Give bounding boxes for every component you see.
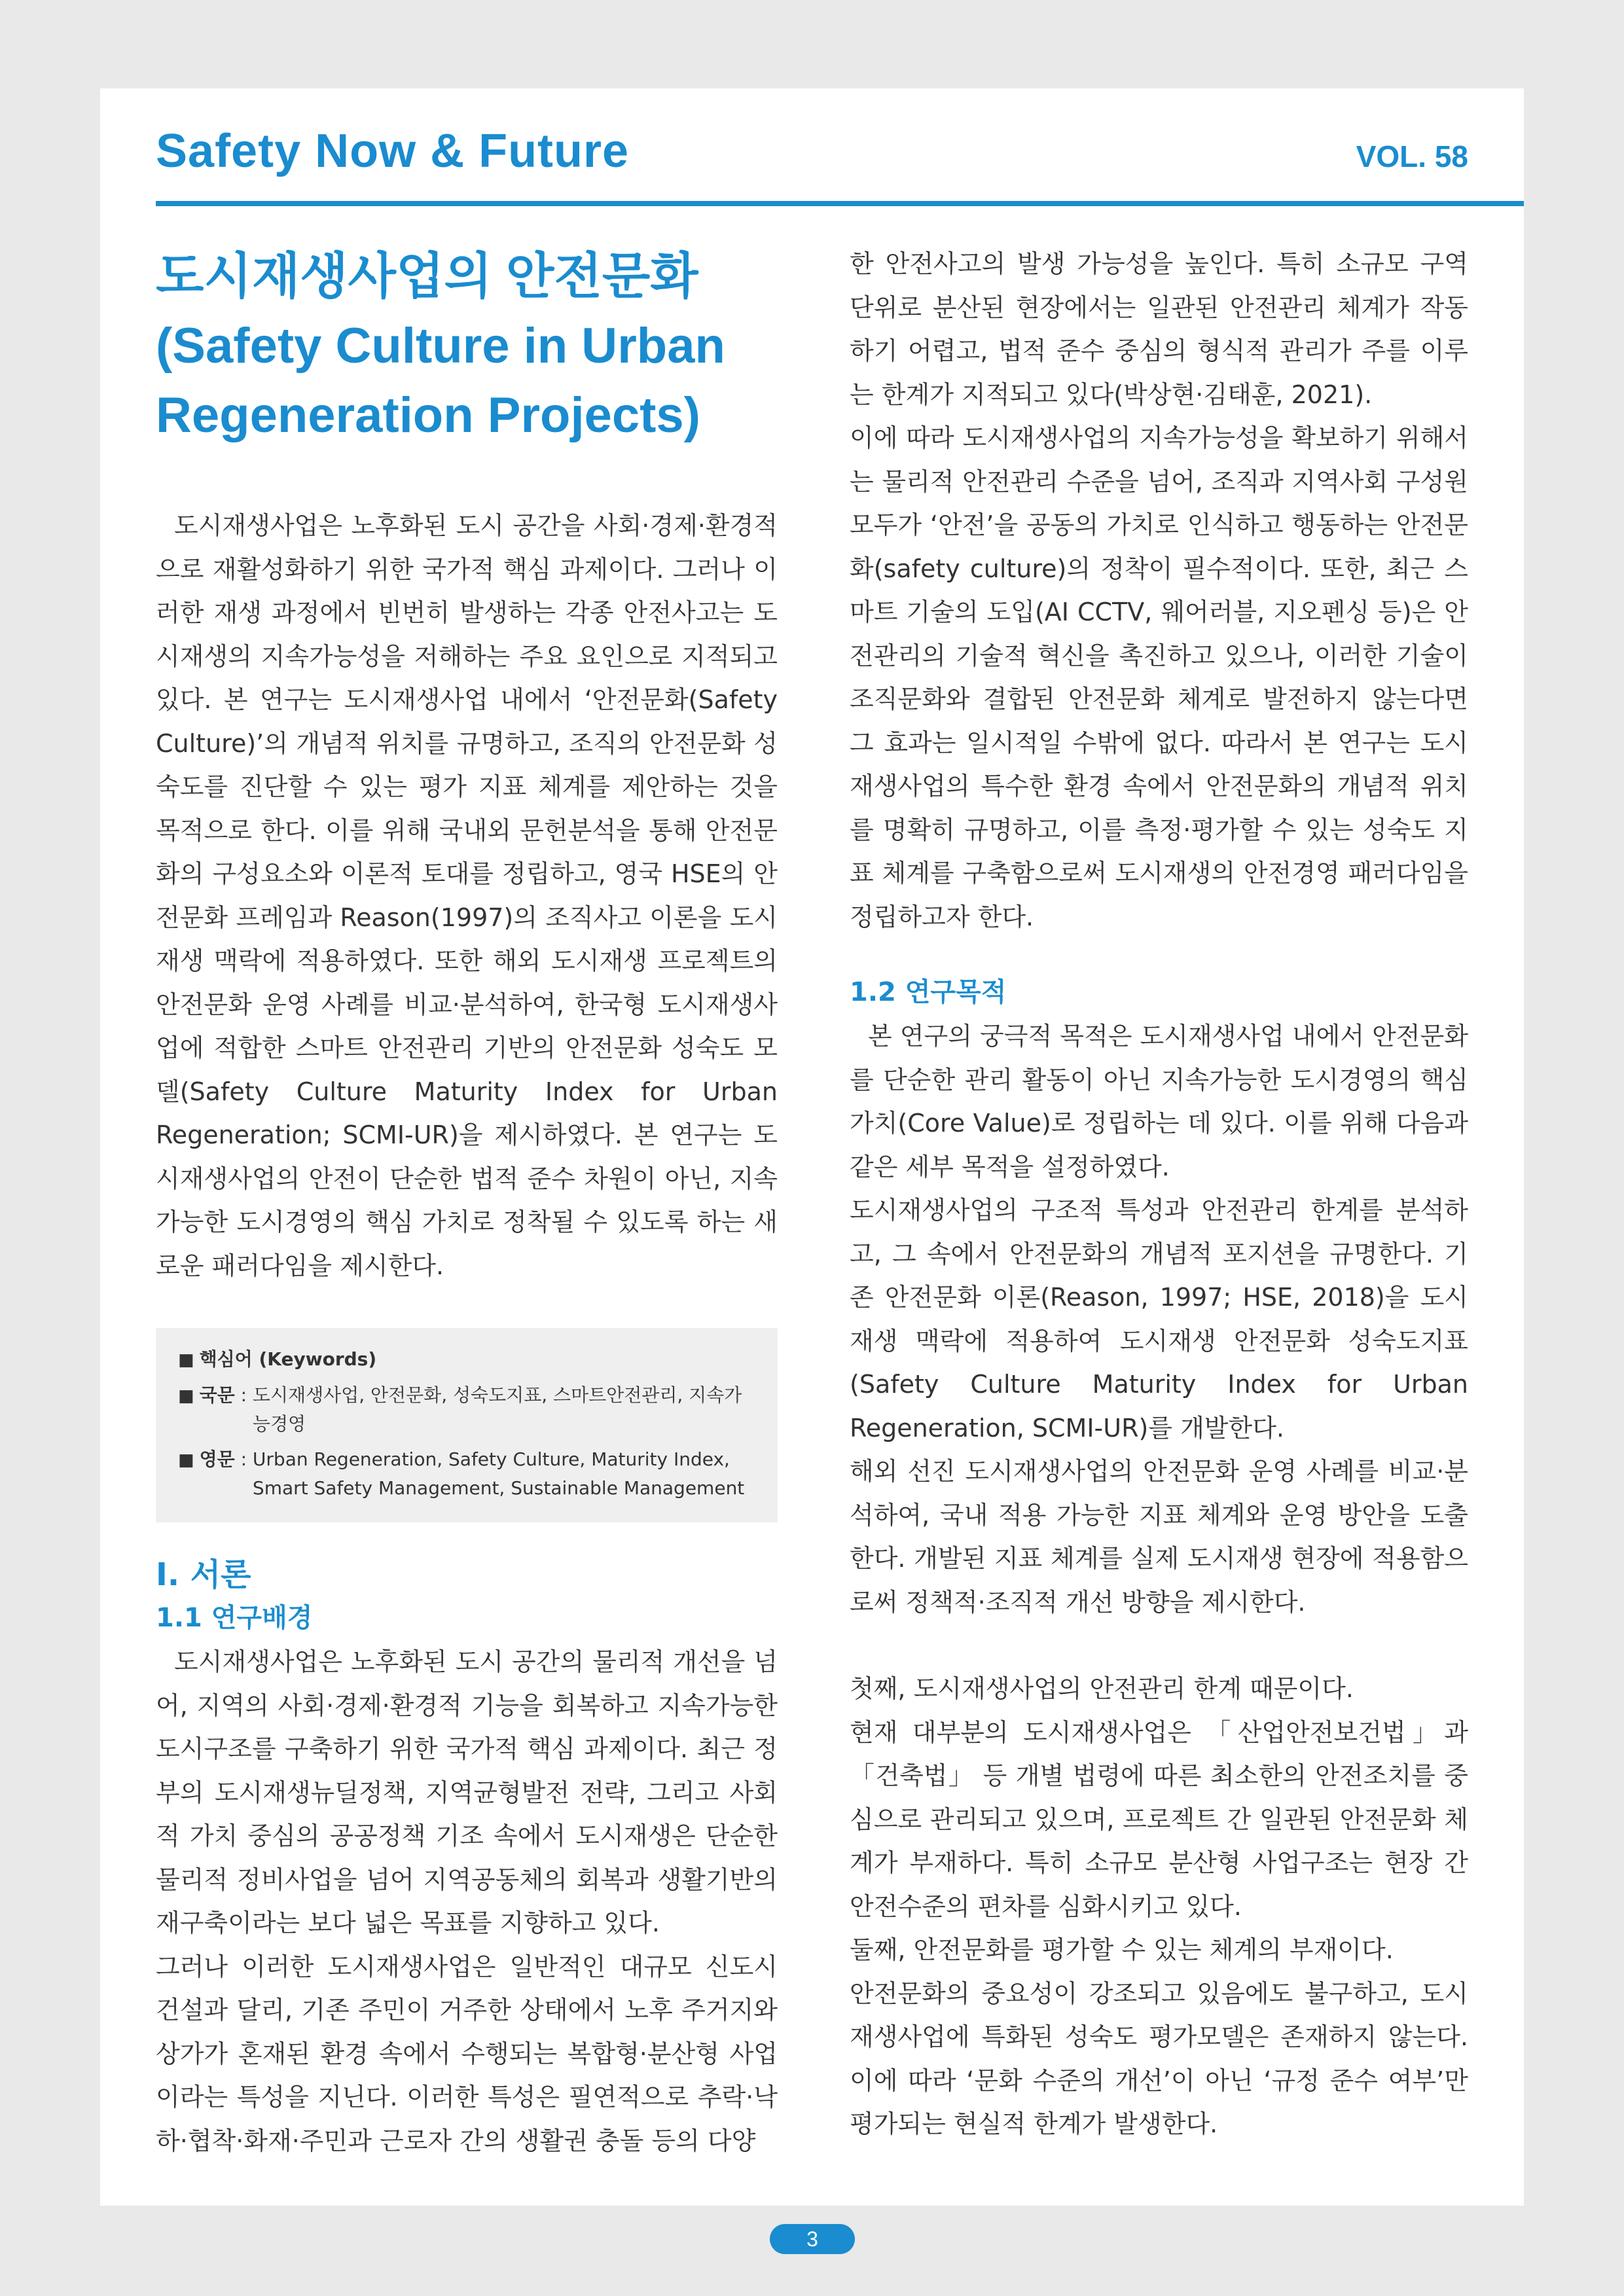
keywords-separator: :	[234, 1448, 253, 1470]
keywords-english-label: ■ 영문	[178, 1448, 235, 1470]
keywords-english: Urban Regeneration, Safety Culture, Maturity Index, Smart Safety Management, Sustainable Management	[252, 1448, 745, 1499]
body-paragraph: 안전문화의 중요성이 강조되고 있음에도 불구하고, 도시재생사업에 특화된 성숙도 평가모델은 존재하지 않는다. 이에 따라 ‘문화 수준의 개선’이 아닌 ‘규정 준수 여부’만 평가되는 현실적 한계가 발생한다.	[850, 1979, 1468, 2138]
body-paragraph: 현재 대부분의 도시재생사업은 「산업안전보건법」과 「건축법」 등 개별 법령에 따른 최소한의 안전조치를 중심으로 관리되고 있으며, 프로젝트 간 일관된 안전문화 체계가 부재하다. 특히 소규모 분산형 사업구조는 현장 간 안전수준의 편차를 심화시키고 있다.	[850, 1717, 1468, 1921]
body-paragraph: 한 안전사고의 발생 가능성을 높인다. 특히 소규모 구역 단위로 분산된 현장에서는 일관된 안전관리 체계가 작동하기 어렵고, 법적 준수 중심의 형식적 관리가 주를 이루는 한계가 지적되고 있다(박상현·김태훈, 2021).	[850, 249, 1468, 409]
keywords-separator: :	[234, 1384, 253, 1406]
subsection-heading: 1.2 연구목적	[850, 977, 1007, 1007]
article-title: 도시재생사업의 안전문화 (Safety Culture in Urban Regeneration Projects)	[156, 249, 725, 443]
body-paragraph: 도시재생사업의 구조적 특성과 안전관리 한계를 분석하고, 그 속에서 안전문화의 개념적 포지션을 규명한다. 기존 안전문화 이론(Reason, 1997; HSE, 2018)을 도시재생 맥락에 적용하여 도시재생 안전문화 성숙도지표(Safety Culture Maturity Index for Urban Regeneration, SCMI-UR)를 개발한다.	[850, 1196, 1468, 1443]
keywords-english-row	[178, 1445, 755, 1503]
keywords-korean-label: ■ 국문	[178, 1384, 235, 1406]
reason-second-line: 둘째, 안전문화를 평가할 수 있는 체계의 부재이다.	[850, 1935, 1394, 1964]
body-paragraph: 본 연구의 궁극적 목적은 도시재생사업 내에서 안전문화를 단순한 관리 활동이 아닌 지속가능한 도시경영의 핵심 가치(Core Value)로 정립하는 데 있다. 이를 위해 다음과 같은 세부 목적을 설정하였다.	[850, 1022, 1468, 1181]
left-column	[156, 242, 778, 2162]
volume-number: VOL. 58	[1356, 139, 1468, 173]
square-bullet-icon: ■	[178, 1350, 194, 1370]
reason-first-line: 첫째, 도시재생사업의 안전관리 한계 때문이다.	[850, 1674, 1354, 1703]
page-header	[156, 124, 1468, 196]
keywords-heading-text: 핵심어 (Keywords)	[199, 1348, 377, 1370]
keywords-box	[156, 1328, 778, 1522]
square-bullet-icon: ■	[178, 1450, 194, 1470]
keywords-korean: 도시재생사업, 안전문화, 성숙도지표, 스마트안전관리, 지속가능경영	[252, 1384, 742, 1435]
section-heading: Ⅰ. 서론	[156, 1556, 251, 1593]
body-paragraph: 도시재생사업은 노후화된 도시 공간의 물리적 개선을 넘어, 지역의 사회·경제·환경적 기능을 회복하고 지속가능한 도시구조를 구축하기 위한 국가적 핵심 과제이다. 최근 정부의 도시재생뉴딜정책, 지역균형발전 전략, 그리고 사회적 가치 중심의 공공정책 기조 속에서 도시재생은 단순한 물리적 정비사업을 넘어 지역공동체의 회복과 생활기반의 재구축이라는 보다 넓은 목표를 지향하고 있다.	[156, 1647, 778, 1937]
spacer	[850, 1624, 1468, 1667]
subsection-heading: 1.1 연구배경	[156, 1603, 313, 1633]
header-rule	[156, 201, 1524, 206]
keywords-korean-row	[178, 1381, 755, 1439]
page-number: 3	[770, 2224, 855, 2254]
keywords-heading	[178, 1345, 755, 1374]
journal-title: Safety Now & Future	[156, 125, 630, 177]
abstract: 도시재생사업은 노후화된 도시 공간을 사회·경제·환경적으로 재활성화하기 위한 국가적 핵심 과제이다. 그러나 이러한 재생 과정에서 빈번히 발생하는 각종 안전사고는 도시재생의 지속가능성을 저해하는 주요 요인으로 지적되고 있다. 본 연구는 도시재생사업 내에서 ‘안전문화(Safety Culture)’의 개념적 위치를 규명하고, 조직의 안전문화 성숙도를 진단할 수 있는 평가 지표 체계를 제안하는 것을 목적으로 한다. 이를 위해 국내외 문헌분석을 통해 안전문화의 구성요소와 이론적 토대를 정립하고, 영국 HSE의 안전문화 프레임과 Reason(1997)의 조직사고 이론을 도시재생 맥락에 적용하였다. 또한 해외 도시재생 프로젝트의 안전문화 운영 사례를 비교·분석하여, 한국형 도시재생사업에 적합한 스마트 안전관리 기반의 안전문화 성숙도 모델(Safety Culture Maturity Index for Urban Regeneration; SCMI-UR)을 제시하였다. 본 연구는 도시재생사업의 안전이 단순한 법적 준수 차원이 아닌, 지속가능한 도시경영의 핵심 가치로 정착될 수 있도록 하는 새로운 패러다임을 제시한다.	[156, 511, 778, 1280]
square-bullet-icon: ■	[178, 1386, 194, 1406]
page	[100, 88, 1524, 2206]
body-paragraph: 해외 선진 도시재생사업의 안전문화 운영 사례를 비교·분석하여, 국내 적용 가능한 지표 체계와 운영 방안을 도출한다. 개발된 지표 체계를 실제 도시재생 현장에 적용함으로써 정책적·조직적 개선 방향을 제시한다.	[850, 1457, 1468, 1617]
body-paragraph: 이에 따라 도시재생사업의 지속가능성을 확보하기 위해서는 물리적 안전관리 수준을 넘어, 조직과 지역사회 구성원 모두가 ‘안전’을 공동의 가치로 인식하고 행동하는 안전문화(safety culture)의 정착이 필수적이다. 또한, 최근 스마트 기술의 도입(AI CCTV, 웨어러블, 지오펜싱 등)은 안전관리의 기술적 혁신을 촉진하고 있으나, 이러한 기술이 조직문화와 결합된 안전문화 체계로 발전하지 않는다면 그 효과는 일시적일 수밖에 없다. 따라서 본 연구는 도시재생사업의 특수한 환경 속에서 안전문화의 개념적 위치를 명확히 규명하고, 이를 측정·평가할 수 있는 성숙도 지표 체계를 구축함으로써 도시재생의 안전경영 패러다임을 정립하고자 한다.	[850, 423, 1468, 931]
body-paragraph: 그러나 이러한 도시재생사업은 일반적인 대규모 신도시 건설과 달리, 기존 주민이 거주한 상태에서 노후 주거지와 상가가 혼재된 환경 속에서 수행되는 복합형·분산형 사업이라는 특성을 지닌다. 이러한 특성은 필연적으로 추락·낙하·협착·화재·주민과 근로자 간의 생활권 충돌 등의 다양	[156, 1952, 778, 2155]
right-column	[850, 242, 1468, 2146]
